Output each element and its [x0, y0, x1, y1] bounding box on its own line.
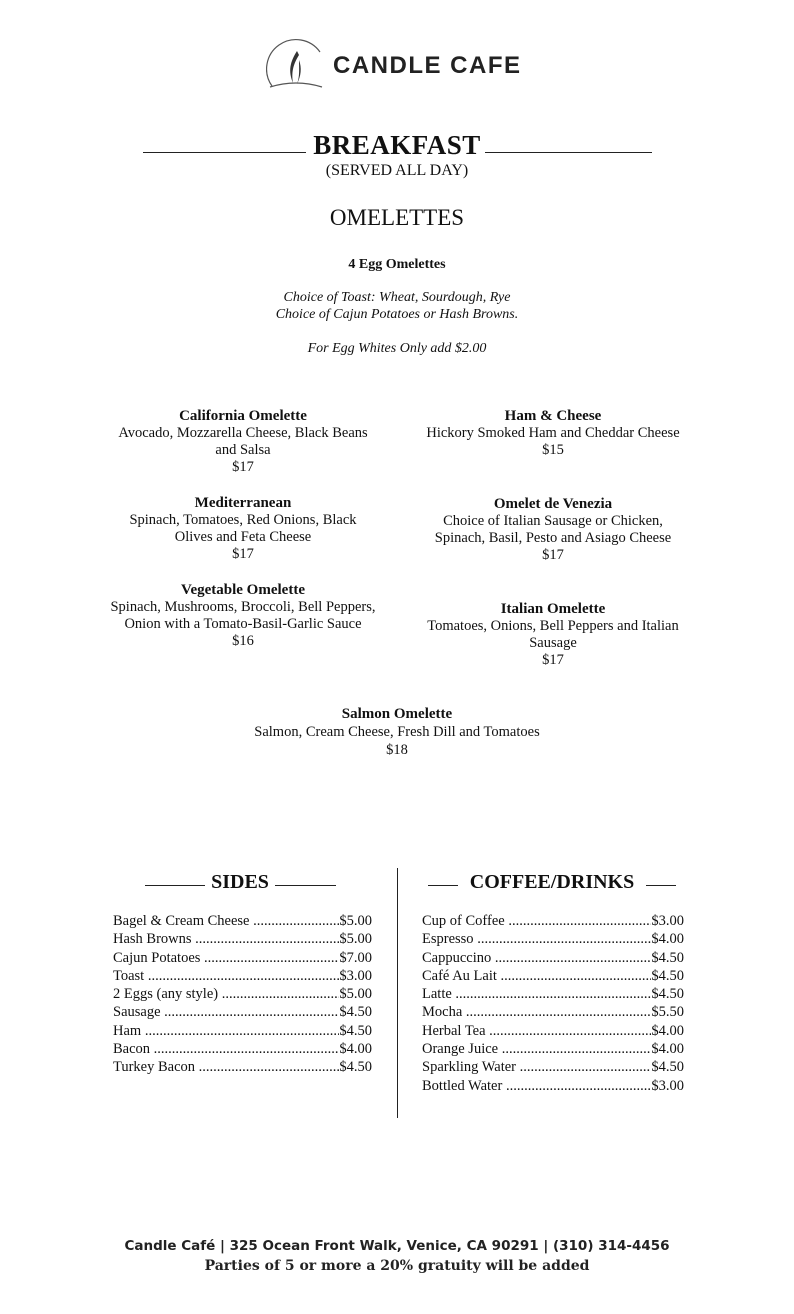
- item-description: Choice of Italian Sausage or Chicken, Spinach, Basil, Pesto and Asiago Cheese: [434, 513, 672, 546]
- sides-divider-left: [145, 885, 205, 886]
- list-item: Latte ..... $4.50: [422, 985, 684, 1003]
- menu-item-mediterranean: [116, 495, 370, 563]
- list-item: Cappuccino ..... $4.50: [422, 949, 684, 967]
- list-item: Turkey Bacon ..... $4.50: [113, 1058, 372, 1076]
- menu-item-california: [112, 408, 374, 476]
- menu-item-ham-cheese: [418, 408, 688, 459]
- menu-item-italian: [420, 601, 686, 669]
- list-item: Bacon ..... $4.00: [113, 1040, 372, 1058]
- list-item: Sparkling Water ..... $4.50: [422, 1058, 684, 1076]
- menu-item-salmon: [197, 705, 597, 759]
- list-item: Hash Browns ..... $5.00: [113, 930, 372, 948]
- item-price: $16: [232, 633, 254, 649]
- column-divider: [397, 868, 398, 1118]
- item-price: $17: [542, 652, 564, 668]
- item-name: Salmon Omelette: [341, 706, 453, 722]
- omelettes-title: OMELETTES: [329, 205, 465, 230]
- item-price: $18: [386, 742, 408, 758]
- footer-address: Candle Café | 325 Ocean Front Walk, Venice, CA 90291 | (310) 314-4456: [124, 1238, 670, 1254]
- sides-list: [113, 912, 372, 1077]
- toast-choice: Choice of Toast: Wheat, Sourdough, Rye: [283, 290, 511, 305]
- drinks-divider-left: [428, 885, 458, 886]
- egg-whites-note: For Egg Whites Only add $2.00: [307, 341, 487, 356]
- breakfast-subtitle: (SERVED ALL DAY): [325, 162, 469, 179]
- item-price: $17: [232, 546, 254, 562]
- drinks-divider-right: [646, 885, 676, 886]
- list-item: Sausage ..... $4.50: [113, 1003, 372, 1021]
- menu-item-vegetable: [110, 582, 376, 650]
- list-item: Cup of Coffee ..... $3.00: [422, 912, 684, 930]
- list-item: Bagel & Cream Cheese ..... $5.00: [113, 912, 372, 930]
- item-name: Mediterranean: [194, 495, 292, 511]
- item-description: Spinach, Tomatoes, Red Onions, Black Olives and Feta Cheese: [129, 512, 357, 545]
- list-item: 2 Eggs (any style) ..... $5.00: [113, 985, 372, 1003]
- drinks-list: [422, 912, 684, 1095]
- sides-divider-right: [275, 885, 336, 886]
- potato-choice: Choice of Cajun Potatoes or Hash Browns.: [275, 307, 519, 322]
- item-description: Hickory Smoked Ham and Cheddar Cheese: [426, 425, 680, 441]
- footer-gratuity: Parties of 5 or more a 20% gratuity will be added: [204, 1258, 590, 1274]
- item-name: Omelet de Venezia: [493, 496, 613, 512]
- item-name: Vegetable Omelette: [181, 582, 305, 598]
- item-name: Italian Omelette: [500, 601, 606, 617]
- item-description: Tomatoes, Onions, Bell Peppers and Italian Sausage: [427, 618, 679, 651]
- logo: [266, 38, 536, 92]
- list-item: Herbal Tea ..... $4.00: [422, 1022, 684, 1040]
- breakfast-title: BREAKFAST: [313, 130, 481, 160]
- egg-note: 4 Egg Omelettes: [348, 257, 446, 272]
- item-name: California Omelette: [179, 408, 307, 424]
- drinks-title: COFFEE/DRINKS: [469, 871, 635, 893]
- list-item: Toast ..... $3.00: [113, 967, 372, 985]
- list-item: Bottled Water ..... $3.00: [422, 1077, 684, 1095]
- list-item: Café Au Lait ..... $4.50: [422, 967, 684, 985]
- sides-title: SIDES: [211, 871, 269, 893]
- list-item: Mocha ..... $5.50: [422, 1003, 684, 1021]
- item-name: Ham & Cheese: [504, 408, 602, 424]
- list-item: Ham ..... $4.50: [113, 1022, 372, 1040]
- list-item: Cajun Potatoes ..... $7.00: [113, 949, 372, 967]
- candle-flame-icon: [266, 38, 326, 92]
- item-price: $17: [542, 547, 564, 563]
- item-price: $17: [232, 459, 254, 475]
- menu-item-venezia: [426, 496, 680, 564]
- item-price: $15: [542, 442, 564, 458]
- brand-name: CANDLE CAFE: [333, 52, 522, 79]
- list-item: Espresso ..... $4.00: [422, 930, 684, 948]
- item-description: Salmon, Cream Cheese, Fresh Dill and Tomatoes: [254, 724, 540, 740]
- item-description: Spinach, Mushrooms, Broccoli, Bell Peppers, Onion with a Tomato-Basil-Garlic Sauce: [110, 599, 376, 632]
- list-item: Orange Juice ..... $4.00: [422, 1040, 684, 1058]
- item-description: Avocado, Mozzarella Cheese, Black Beans and Salsa: [118, 425, 368, 458]
